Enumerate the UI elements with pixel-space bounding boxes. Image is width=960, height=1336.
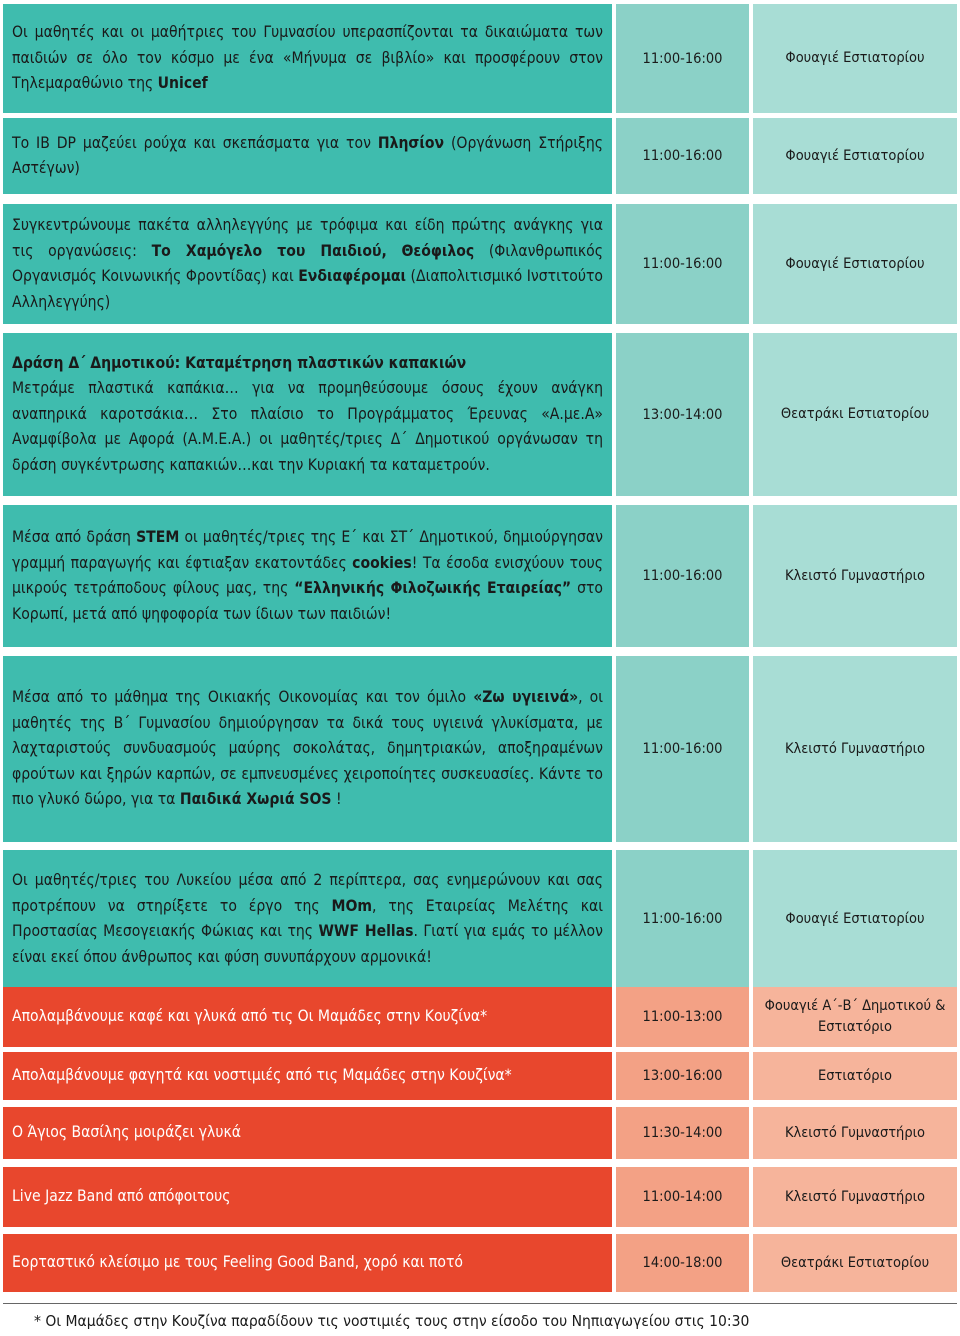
activity-highlight: “Ελληνικής Φιλοζωικής Εταιρείας” (294, 579, 572, 597)
location-cell: Εστιατόριο (753, 1052, 957, 1100)
activity-highlight: Θεόφιλος (401, 241, 475, 260)
activity-highlight: cookies (352, 553, 412, 572)
schedule-row (3, 987, 957, 1047)
activity-highlight: Το Χαμόγελο του Παιδιού, (151, 241, 387, 260)
activity-text: Το IB DP μαζεύει ρούχα και σκεπάσματα για τον (12, 133, 378, 152)
activity-text: , οι μαθητές της Β΄ Γυμνασίου δημιούργησαν τα δικά τους υγιεινά γλυκίσματα, με λαχταριστούς συνδυασμούς μαύρης σοκολάτας, δημητριακών, αποξηραμένων φρούτων και ξηρών καρπών, σε εμπνευσμένες χειροποίητες συσκευασίες. Κάντε το πιο γλυκό δώρο, για τα (12, 688, 604, 809)
activity-highlight: Δράση Δ΄ Δημοτικού: Καταμέτρηση πλαστικών καπακιών (12, 353, 467, 372)
activity-cell (3, 1052, 612, 1100)
activity-highlight: Πλησίον (377, 133, 445, 152)
activity-description (12, 1120, 603, 1146)
activity-description (12, 868, 603, 970)
activity-text: οι μαθητές/τριες της Ε΄ και ΣΤ΄ Δημοτικού, δημιούργησαν γραμμή παραγωγής και έφτιαξαν εκατοντάδες (12, 528, 603, 572)
activity-cell (3, 204, 612, 324)
location-cell: Θεατράκι Εστιατορίου (753, 333, 957, 496)
activity-highlight: STEM (136, 528, 180, 546)
time-cell: 11:00-16:00 (616, 118, 749, 194)
activity-text: (Οργάνωση Στήριξης Αστέγων) (12, 133, 604, 177)
footnote: * Οι Μαμάδες στην Κουζίνα παραδίδουν τις νοστιμιές τους στην είσοδο του Νηπιαγωγείου στις 10:30 (34, 1312, 750, 1330)
schedule-row (3, 1234, 957, 1292)
time-cell: 11:00-16:00 (616, 505, 749, 647)
activity-description (12, 131, 603, 182)
location-cell: Φουαγιέ Εστιατορίου (753, 4, 957, 113)
activity-description (12, 685, 603, 813)
location-cell: Κλειστό Γυμναστήριο (753, 1167, 957, 1227)
activity-text: Οι μαθητές/τριες του Λυκείου μέσα από 2 περίπτερα, σας ενημερώνουν και σας προτρέπουν να στηρίξετε το έργο της (12, 871, 603, 915)
location-cell: Φουαγιέ Εστιατορίου (753, 118, 957, 194)
schedule-row (3, 4, 957, 113)
activity-text: (Διαπολιτισμικό Ινστιτούτο Αλληλεγγύης) (12, 267, 603, 311)
activity-text: Εορταστικό κλείσιμο με τους Feeling Good Band, χορό και ποτό (12, 1253, 463, 1272)
location-cell: Θεατράκι Εστιατορίου (753, 1234, 957, 1292)
schedule-row (3, 850, 957, 988)
location-cell: Φουαγιέ Εστιατορίου (753, 850, 957, 988)
location-cell: Φουαγιέ Εστιατορίου (753, 204, 957, 324)
activity-text: ! Τα έσοδα ενισχύουν τους μικρούς τετράποδους φίλους μας, της (12, 553, 604, 597)
activity-cell (3, 1107, 612, 1159)
activity-text: . Γιατί για εμάς το μέλλον είναι εκεί όπου άνθρωπος και φύση συνυπάρχουν αρμονικά! (12, 922, 603, 966)
activity-description (12, 525, 603, 627)
schedule-row (3, 118, 957, 194)
schedule-row (3, 505, 957, 647)
activity-cell (3, 4, 612, 113)
time-cell: 11:00-16:00 (616, 656, 749, 842)
schedule-row (3, 1167, 957, 1227)
activity-text: Ο Άγιος Βασίλης μοιράζει γλυκά (12, 1123, 241, 1142)
activity-text: Συγκεντρώνουμε πακέτα αλληλεγγύης με τρόφιμα και είδη πρώτης ανάγκης για τις οργανώσεις: (12, 216, 603, 260)
schedule-row (3, 333, 957, 496)
time-cell: 11:00-16:00 (616, 4, 749, 113)
activity-description (12, 1250, 603, 1276)
activity-text: Οι μαθητές και οι μαθήτριες του Γυμνασίου υπερασπίζονται τα δικαιώματα των παιδιών σε όλο τον κόσμο με ένα «Μήνυμα σε βιβλίο» και προσφέρουν στον Τηλεμαραθώνιο της (12, 23, 603, 93)
activity-cell (3, 987, 612, 1047)
time-cell: 11:00-13:00 (616, 987, 749, 1047)
activity-description (12, 1004, 603, 1030)
activity-cell (3, 1167, 612, 1227)
activity-text: Μέσα από δράση (12, 528, 137, 546)
activity-text: Live Jazz Band από απόφοιτους (12, 1187, 231, 1206)
activity-text: ! (331, 790, 342, 809)
activity-text (387, 242, 402, 260)
schedule-row (3, 204, 957, 324)
activity-cell (3, 656, 612, 842)
time-cell: 11:00-16:00 (616, 850, 749, 988)
activity-highlight: WWF Hellas (318, 922, 414, 940)
time-cell: 11:00-16:00 (616, 204, 749, 324)
activity-cell (3, 1234, 612, 1292)
time-cell: 11:00-14:00 (616, 1167, 749, 1227)
activity-text: Απολαμβάνουμε καφέ και γλυκά από τις Οι Μαμάδες στην Κουζίνα* (12, 1007, 488, 1026)
activity-cell (3, 333, 612, 496)
activity-highlight: Unicef (157, 74, 208, 93)
activity-text: , της Εταιρείας Μελέτης και Προστασίας Μεσογειακής Φώκιας και της (12, 896, 603, 940)
activity-text: στο Κορωπί, μετά από ψηφοφορία των ίδιων των παιδιών! (12, 579, 603, 623)
activity-description (12, 1063, 603, 1089)
activity-cell (3, 850, 612, 988)
activity-description (12, 1184, 603, 1210)
activity-cell (3, 505, 612, 647)
activity-description (12, 213, 603, 315)
time-cell: 14:00-18:00 (616, 1234, 749, 1292)
activity-text: (Φιλανθρωπικός Οργανισμός Κοινωνικής Φροντίδας) και (12, 241, 603, 285)
activity-highlight: Ενδιαφέρομαι (298, 267, 407, 285)
activity-highlight: Παιδικά Χωριά SOS (179, 790, 332, 809)
schedule-row (3, 656, 957, 842)
activity-text: Μετράμε πλαστικά καπάκια… για να προμηθεύσουμε όσους έχουν ανάγκη αναπηρικά καροτσάκια… Στο πλαίσιο το Προγράμματος Έρευνας «Α.με.Α» Αναμφίβολα με Αφορά (Α.Μ.Ε.Α.) οι μαθητές/τριες Δ΄ Δημοτικού οργάνωσαν τη δράση συγκέντρωσης καπακιών…και την Κυριακή τα καταμετρούν. (12, 379, 603, 474)
time-cell: 13:00-16:00 (616, 1052, 749, 1100)
location-cell: Φουαγιέ Α΄-Β΄ Δημοτικού & Εστιατόριο (753, 987, 957, 1047)
activity-highlight: ΜΟm (331, 896, 373, 915)
activity-description (12, 351, 603, 479)
time-cell: 13:00-14:00 (616, 333, 749, 496)
location-cell: Κλειστό Γυμναστήριο (753, 1107, 957, 1159)
location-cell: Κλειστό Γυμναστήριο (753, 656, 957, 842)
location-cell: Κλειστό Γυμναστήριο (753, 505, 957, 647)
time-cell: 11:30-14:00 (616, 1107, 749, 1159)
activity-cell (3, 118, 612, 194)
activity-text: Απολαμβάνουμε φαγητά και νοστιμιές από τις Μαμάδες στην Κουζίνα* (12, 1066, 512, 1085)
schedule-row (3, 1052, 957, 1100)
footnote-divider (3, 1303, 957, 1304)
activity-highlight: «Ζω υγιεινά» (473, 688, 579, 707)
schedule-row (3, 1107, 957, 1159)
activity-text: Μέσα από το μάθημα της Οικιακής Οικονομίας και τον όμιλο (12, 688, 474, 707)
activity-description (12, 20, 603, 97)
